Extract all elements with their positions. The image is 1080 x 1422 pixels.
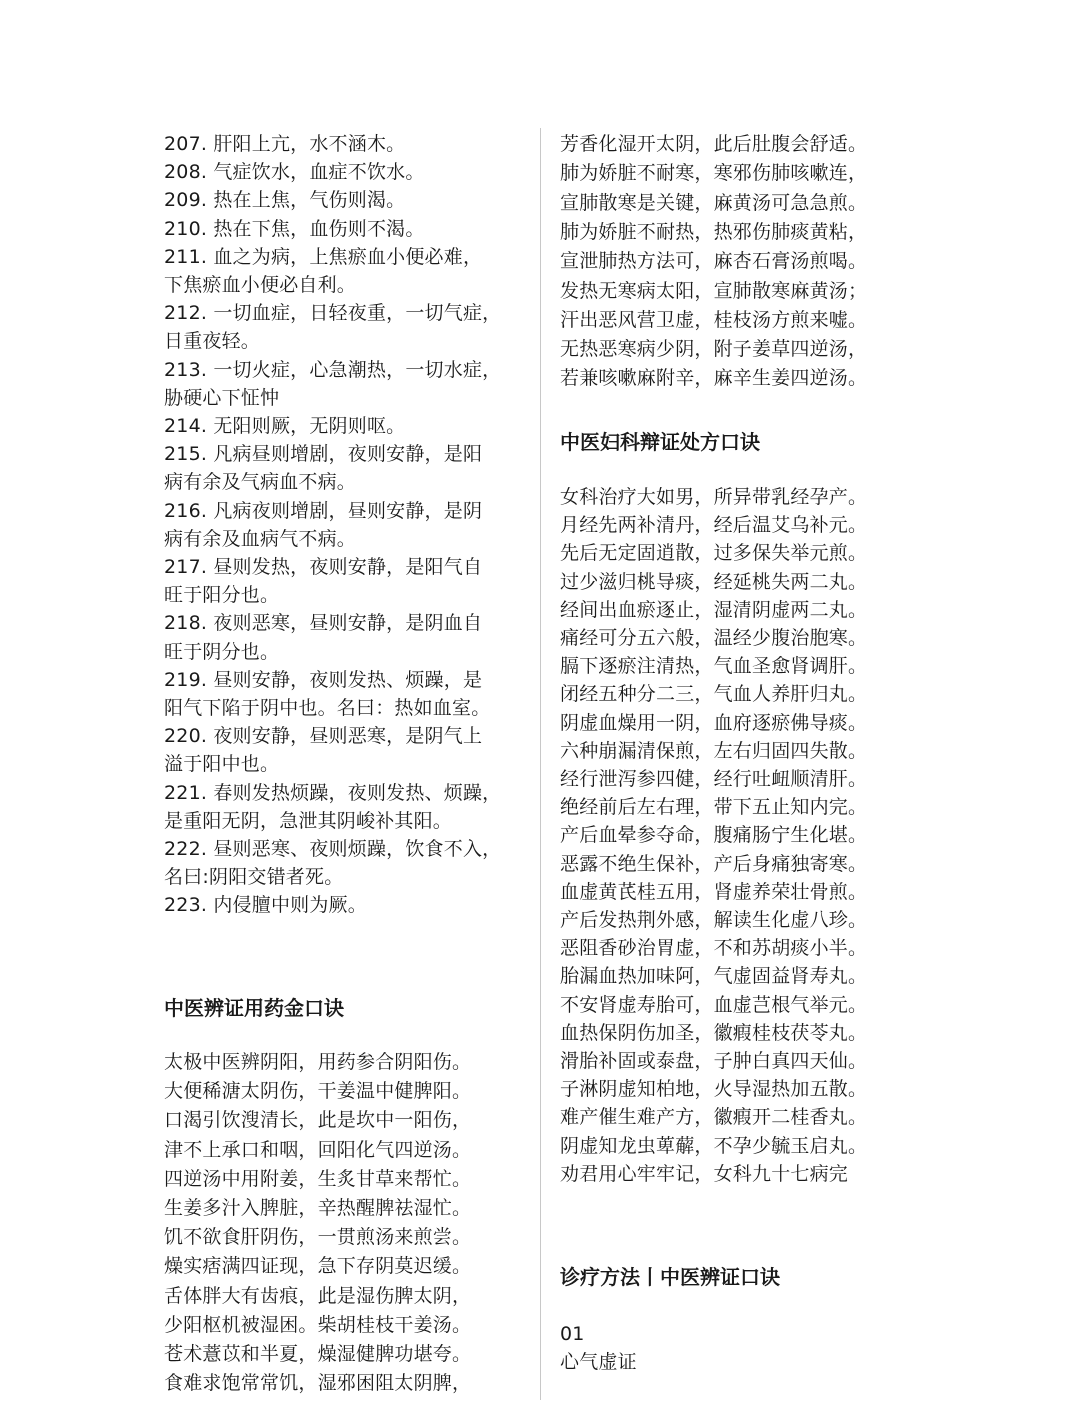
verse-line: 不安肾虚寿胎可，血虚芑根气举元。: [560, 993, 868, 1016]
verse-line: 绝经前后左右理，带下五止知内完。: [560, 796, 868, 819]
list-line: 旺于阳分也。: [164, 584, 280, 607]
verse-line: 宣肺散寒是关键，麻黄汤可急急煎。: [560, 191, 868, 214]
verse-line: 肺为娇脏不耐热，热邪伤肺痰黄粘，: [560, 220, 868, 243]
verse-line: 女科治疗大如男，所异带乳经孕产。: [560, 486, 868, 508]
verse-line: 月经先两补清丹，经后温艾乌补元。: [560, 514, 868, 537]
verse-line: 肺为娇脏不耐寒，寒邪伤肺咳嗽连，: [560, 162, 868, 185]
verse-line: 滑胎补固或泰盘，子肿白真四天仙。: [560, 1050, 868, 1072]
verse-line: 先后无定固逍散，过多保失举元煎。: [560, 542, 868, 565]
section-heading-diagnosis: 诊疗方法丨中医辨证口诀: [560, 1265, 780, 1289]
verse-line: 津不上承口和咽，回阳化气四逆汤。: [164, 1138, 472, 1161]
list-line: 胁硬心下怔忡: [164, 386, 280, 409]
verse-line: 发热无寒病太阳，宣肺散寒麻黄汤；: [560, 279, 868, 302]
list-line: 214. 无阳则厥，无阴则呕。: [164, 415, 406, 437]
verse-line: 痛经可分五六般，温经少腹治胞寒。: [560, 627, 868, 649]
verse-line: 阴虚血燥用一阴，血府逐瘀佛导痰。: [560, 711, 868, 734]
list-line: 223. 内侵膻中则为厥。: [164, 894, 367, 917]
list-line: 名曰:阴阳交错者死。: [164, 866, 344, 889]
subsection-title: 心气虚证: [560, 1351, 637, 1373]
list-line: 日重夜轻。: [164, 330, 261, 353]
verse-line: 过少滋归桃导痰，经延桃失两二丸。: [560, 570, 868, 593]
verse-line: 舌体胖大有齿痕，此是湿伤脾太阴，: [164, 1284, 472, 1307]
verse-line: 血热保阴伤加圣，徽瘕桂枝茯苓丸。: [560, 1021, 868, 1044]
verse-line: 膈下逐瘀注清热，气血圣愈肾调肝。: [560, 655, 868, 678]
list-line: 病有余及血病气不病。: [164, 527, 357, 550]
list-line: 溢于阳中也。: [164, 753, 280, 776]
list-line: 222. 昼则恶寒、夜则烦躁，饮食不入，: [164, 838, 502, 860]
verse-line: 劝君用心牢牢记，女科九十七病完: [560, 1162, 849, 1185]
list-line: 是重阳无阴，急泄其阴峻补其阳。: [164, 809, 453, 832]
list-line: 217. 昼则发热，夜则安静，是阳气自: [164, 556, 483, 578]
verse-line: 太极中医辨阴阳，用药参合阴阳伤。: [164, 1051, 472, 1073]
verse-line: 食难求饱常常饥，湿邪困阻太阴脾，: [164, 1372, 472, 1395]
verse-line: 燥实痞满四证现，急下存阴莫迟缓。: [164, 1255, 472, 1278]
list-line: 216. 凡病夜则增剧，昼则安静，是阴: [164, 499, 483, 522]
verse-line: 口渴引饮溲清长，此是坎中一阳伤，: [164, 1109, 472, 1132]
verse-line: 经行泄泻参四健，经行吐衄顺清肝。: [560, 768, 868, 790]
verse-line: 难产催生难产方，徽瘕开二桂香丸。: [560, 1106, 868, 1129]
verse-line: 恶阻香砂治胃虚，不和苏胡痰小半。: [560, 937, 868, 960]
list-line: 215. 凡病昼则增剧，夜则安静，是阳: [164, 443, 483, 466]
verse-line: 恶露不绝生保补，产后身痛独寄寒。: [560, 852, 868, 875]
column-divider: [540, 128, 541, 1400]
list-line: 旺于阴分也。: [164, 640, 280, 663]
verse-line: 产后血晕参夺命，腹痛肠宁生化堪。: [560, 824, 868, 847]
verse-line: 子淋阴虚知柏地，火导湿热加五散。: [560, 1078, 868, 1101]
verse-line: 汗出恶风营卫虚，桂枝汤方煎来嘘。: [560, 308, 868, 331]
verse-line: 血虚黄芪桂五用，肾虚养荣壮骨煎。: [560, 880, 868, 903]
verse-line: 四逆汤中用附姜，生炙甘草来帮忙。: [164, 1167, 472, 1190]
list-line: 209. 热在上焦，气伤则渴。: [164, 189, 406, 212]
verse-line: 六种崩漏清保煎，左右归固四失散。: [560, 739, 868, 762]
list-line: 211. 血之为病，上焦瘀血小便必难，: [164, 245, 483, 268]
list-line: 病有余及气病血不病。: [164, 471, 357, 494]
section-number: 01: [560, 1323, 585, 1345]
verse-line: 无热恶寒病少阴，附子姜草四逆汤，: [560, 338, 868, 361]
section-heading-medication: 中医辨证用药金口诀: [164, 996, 344, 1020]
verse-line: 产后发热荆外感，解读生化虚八珍。: [560, 909, 868, 931]
list-line: 221. 春则发热烦躁，夜则发热、烦躁，: [164, 781, 502, 804]
verse-line: 若兼咳嗽麻附辛，麻辛生姜四逆汤。: [560, 367, 868, 390]
list-line: 207. 肝阳上亢，水不涵木。: [164, 133, 406, 155]
list-line: 220. 夜则安静，昼则恶寒，是阴气上: [164, 725, 483, 748]
list-line: 208. 气症饮水，血症不饮水。: [164, 161, 425, 184]
verse-line: 胎漏血热加味阿，气虚固益肾寿丸。: [560, 965, 868, 988]
list-line: 212. 一切血症，日轻夜重，一切气症，: [164, 302, 502, 325]
section-heading-gynecology: 中医妇科辩证处方口诀: [560, 430, 760, 454]
list-line: 213. 一切火症，心急潮热，一切水症，: [164, 358, 502, 381]
verse-line: 宣泄肺热方法可，麻杏石膏汤煎喝。: [560, 250, 868, 273]
list-line: 下焦瘀血小便必自利。: [164, 274, 357, 296]
list-line: 219. 昼则安静，夜则发热、烦躁，是: [164, 668, 483, 691]
verse-line: 生姜多汁入脾脏，辛热醒脾祛湿忙。: [164, 1197, 472, 1219]
verse-line: 大便稀溏太阴伤，干姜温中健脾阳。: [164, 1080, 472, 1103]
list-line: 218. 夜则恶寒，昼则安静，是阴血自: [164, 612, 483, 635]
verse-line: 阴虚知龙虫萆薢，不孕少毓玉启丸。: [560, 1134, 868, 1157]
list-line: 210. 热在下焦，血伤则不渴。: [164, 217, 425, 240]
verse-line: 闭经五种分二三，气血人养肝归丸。: [560, 683, 868, 706]
verse-line: 芳香化湿开太阴，此后肚腹会舒适。: [560, 133, 868, 155]
verse-line: 少阳枢机被湿困。柴胡桂枝干姜汤。: [164, 1313, 472, 1336]
verse-line: 苍术薏苡和半夏，燥湿健脾功堪夸。: [164, 1343, 472, 1365]
verse-line: 饥不欲食肝阴伤，一贯煎汤来煎尝。: [164, 1226, 472, 1249]
list-line: 阳气下陷于阴中也。名曰：热如血室。: [164, 697, 491, 719]
verse-line: 经间出血瘀逐止，湿清阴虚两二丸。: [560, 598, 868, 621]
